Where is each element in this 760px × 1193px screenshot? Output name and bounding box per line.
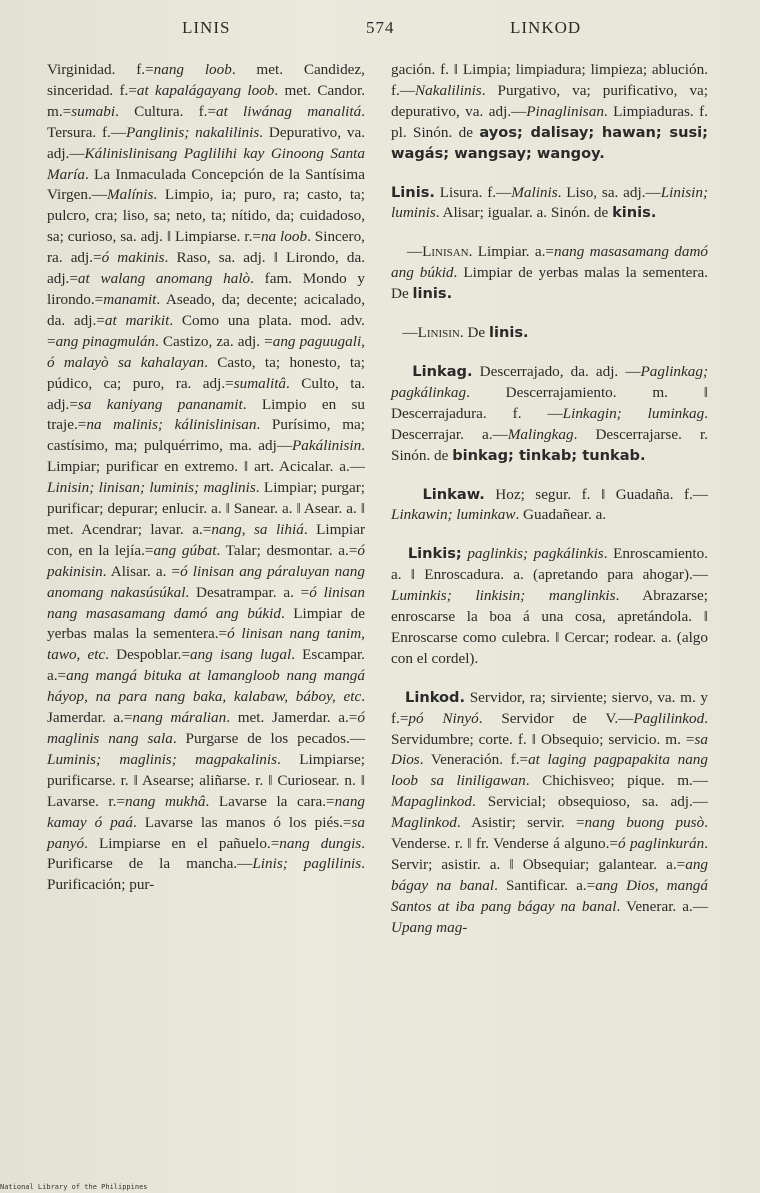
entry-linkag: Linkag. Descerrajado, da. adj. —Paglinkag; pagkálinkag. Descerrajamiento. m. ‖ Descerrajadura. f. —Linkagin; luminkag. Descerrajar. a.—Malingkag. Descerrajarse. r. Sinón. de binkag; tinkab; tunkab.	[391, 362, 708, 464]
header-right-guide-word: LINKOD	[510, 18, 582, 37]
entry-linis-end: gación. f. ‖ Limpia; limpiadura; limpieza; ablución. f.—Nakalilinis. Purgativo, va; purificativo, va; depurativo, va. adj.—Pinaglinisan. Limpiaduras. f. pl. Sinón. de ayos; dalisay; hawan; susi; wagás; wangsay; wangoy.	[391, 61, 708, 162]
page-header	[0, 18, 760, 42]
library-watermark: National Library of the Philippines	[0, 1183, 148, 1191]
entry-linisin: —Linisin. De linis.	[402, 324, 529, 342]
page-number: 574	[366, 18, 395, 37]
entry-linkod: Linkod. Servidor, ra; sirviente; siervo, va. m. y f.=pó Ninyó. Servidor de V.—Paglilinkod. Servidumbre; corte. f. ‖ Obsequio; servicio. m. =sa Dios. Veneración. f.=at laging pagpapakita nang loob sa liniligawan. Chichisveo; pique. m.—Mapaglinkod. Servicial; obsequioso, sa. adj.—Maglinkod. Asistir; servir. =nang buong pusò. Venderse. r. ‖ fr. Venderse á alguno.=ó paglinkurán. Servir; asistir. a. ‖ Obsequiar; galantear. a.=ang bágay na banal. Santificar. a.=ang Dios, mangá Santos at iba pang bágay na banal. Venerar. a.—Upang mag-	[391, 688, 709, 936]
entry-linis: Linis. Lisura. f.—Malinis. Liso, sa. adj.—Linisin; luminis. Alisar; igualar. a. Sinón. de kinis.	[391, 183, 708, 222]
headword: Linkag.	[412, 362, 473, 380]
header-left-guide-word: LINIS	[182, 18, 231, 37]
headword: Linkaw.	[422, 485, 485, 503]
headword: Linis.	[391, 183, 435, 201]
entry-linkis: Linkis; paglinkis; pagkálinkis. Enroscamiento. a. ‖ Enroscadura. a. (apretando para ahogar).—Luminkis; linkisin; manglinkis. Abrazarse; enroscarse la boa á una cosa, apretándola. ‖ Enroscarse como culebra. ‖ Cercar; rodear. a. (algo con el cordel).	[391, 545, 708, 667]
headword: Linkis;	[407, 545, 462, 563]
entry-linkaw: Linkaw. Hoz; segur. f. ‖ Guadaña. f.—Linkawin; luminkaw. Guadañear. a.	[391, 485, 708, 524]
left-column	[47, 60, 365, 896]
entry-linisan: —Linisan. Limpiar. a.=nang masasamang damó ang búkid. Limpiar de yerbas malas la sementera. De linis.	[391, 243, 709, 303]
entry-linis-continued: Virginidad. f.=nang loob. met. Candidez, sinceridad. f.=at kapalágayang loob. met. Candor. m.=sumabi. Cultura. f.=at liwánag manalitá. Tersura. f.—Panglinis; nakalilinis. Depurativo, va. adj.—Kálinislinisang Paglilihi kay Ginoong Santa María. La Inmaculada Concepción de la Santísima Virgen.—Malínis. Limpio, ia; puro, ra; casto, ta; pulcro, cra; liso, sa; neto, ta; nítido, da; cuidadoso, sa; curioso, sa. adj. ‖ Limpiarse. r.=na loob. Sincero, ra. adj.=ó makinis. Raso, sa. adj. ‖ Lirondo, da. adj.=at walang anomang halò. fam. Mondo y lirondo.=manamit. Aseado, da; decente; acicalado, da. adj.=at marikit. Como una plata. mod. adv. =ang pinagmulán. Castizo, za. adj. =ang paguugali, ó malayò sa kahalayan. Casto, ta; honesto, ta; púdico, ca; puro, ra. adj.=sumalitâ. Culto, ta. adj.=sa kaniyang pananamit. Limpio en su traje.=na malinis; kálinislinisan. Purísimo, ma; castísimo, ma; pulquérrimo, ma. adj—Pakálinisin. Limpiar; purificar en extremo. ‖ art. Acicalar. a.—Linisin; linisan; luminis; maglinis. Limpiar; purgar; purificar; depurar; enlucir. a. ‖ Sanear. a. ‖ Asear. a. ‖ met. Acendrar; lavar. a.=nang, sa lihiá. Limpiar con, en la lejía.=ang gúbat. Talar; desmontar. a.=ó pakinisin. Alisar. a. =ó linisan ang páraluyan nang anomang nakasúsúkal. Desatrampar. a. =ó linisan nang masasamang damó ang búkid. Limpiar de yerbas malas la sementera.=ó linisan nang tanim, tawo, etc. Despoblar.=ang isang lugal. Escampar. a.=ang mangá bituka at lamangloob nang mangá háyop, na para nang baka, kalabaw, báboy, etc. Jamerdar. a.=nang máralian. met. Jamerdar. a.=ó maglinis nang sala. Purgarse de los pecados.—Luminis; maglinis; magpakalinis. Limpiarse; purificarse. r. ‖ Asearse; aliñarse. r. ‖ Curiosear. n. ‖ Lavarse. r.=nang mukhâ. Lavarse la cara.=nang kamay ó paá. Lavarse las manos ó los piés.=sa panyó. Limpiarse en el pañuelo.=nang dungis. Purificarse de la mancha.—Linis; paglilinis. Purificación; pur-	[47, 61, 366, 894]
right-column	[391, 60, 708, 939]
headword: Linkod.	[405, 688, 466, 706]
